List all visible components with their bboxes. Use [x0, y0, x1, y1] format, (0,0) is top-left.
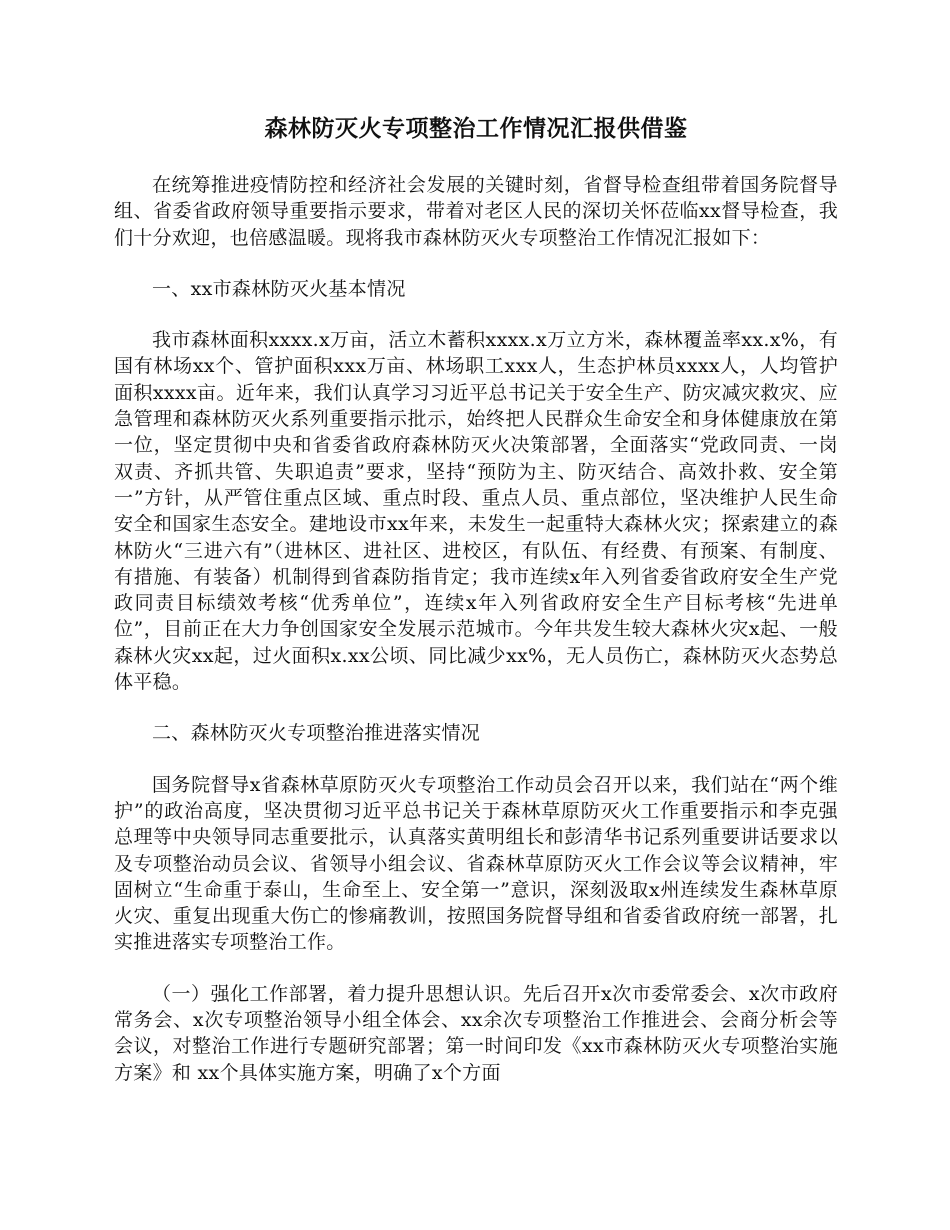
section-heading-basic-situation: 一、xx市森林防灭火基本情况 — [152, 277, 406, 300]
intro-paragraph: 在统筹推进疫情防控和经济社会发展的关键时刻，省督导检查组带着国务院督导组、省委省政府领导重要指示要求，带着对老区人民的深切关怀莅临xx督导检查，我们十分欢迎，也倍感温暖。现将我市森林防灭火专项整治工作情况汇报如下： — [114, 174, 838, 249]
document-title: 森林防灭火专项整治工作情况汇报供借鉴 — [264, 115, 688, 142]
section-body-implementation: 国务院督导x省森林草原防灭火专项整治工作动员会召开以来，我们站在“两个维护”的政治高度，坚决贯彻习近平总书记关于森林草原防灭火工作重要指示和李克强总理等中央领导同志重要批示，认真落实黄明组长和彭清华书记系列重要讲话要求以及专项整治动员会议、省领导小组会议、省森林草原防灭火工作会议等会议精神，牢固树立“生命重于泰山，生命至上、安全第一”意识，深刻汲取x州连续发生森林草原火灾、重复出现重大伤亡的惨痛教训，按照国务院督导组和省委省政府统一部署，扎实推进落实专项整治工作。 — [114, 773, 838, 954]
section-body-basic-situation: 我市森林面积xxxx.x万亩，活立木蓄积xxxx.x万立方米，森林覆盖率xx.x%，有国有林场xx个、管护面积xxx万亩、林场职工xxx人，生态护林员xxxx人，人均管护面积xxxx亩。近年来，我们认真学习习近平总书记关于安全生产、防灾减灾救灾、应急管理和森林防灭火系列重要指示批示，始终把人民群众生命安全和身体健康放在第一位，坚定贯彻中央和省委省政府森林防灭火决策部署，全面落实“党政同责、一岗双责、齐抓共管、失职追责”要求，坚持“预防为主、防灭结合、高效扑救、安全第一”方针，从严管住重点区域、重点时段、重点人员、重点部位，坚决维护人民生命安全和国家生态安全。建地设市xx年来，未发生一起重特大森林火灾；探索建立的森林防火“三进六有”（进林区、进社区、进校区，有队伍、有经费、有预案、有制度、有措施、有装备）机制得到省森防指肯定；我市连续x年入列省委省政府安全生产党政同责目标绩效考核“优秀单位”，连续x年入列省政府安全生产目标考核“先进单位”，目前正在大力争创国家安全发展示范城市。今年共发生较大森林火灾x起、一般森林火灾xx起，过火面积x.xx公顷、同比减少xx%，无人员伤亡，森林防灭火态势总体平稳。 — [114, 329, 838, 694]
section-heading-implementation: 二、森林防灭火专项整治推进落实情况 — [152, 722, 481, 745]
subsection-body-work-deployment: （一）强化工作部署，着力提升思想认识。先后召开x次市委常委会、x次市政府常务会、x次专项整治领导小组全体会、xx余次专项整治工作推进会、会商分析会等会议，对整治工作进行专题研究部署；第一时间印发《xx市森林防灭火专项整治实施方案》和 xx个具体实施方案，明确了x个方面 — [114, 982, 838, 1084]
document-page — [114, 108, 838, 1086]
